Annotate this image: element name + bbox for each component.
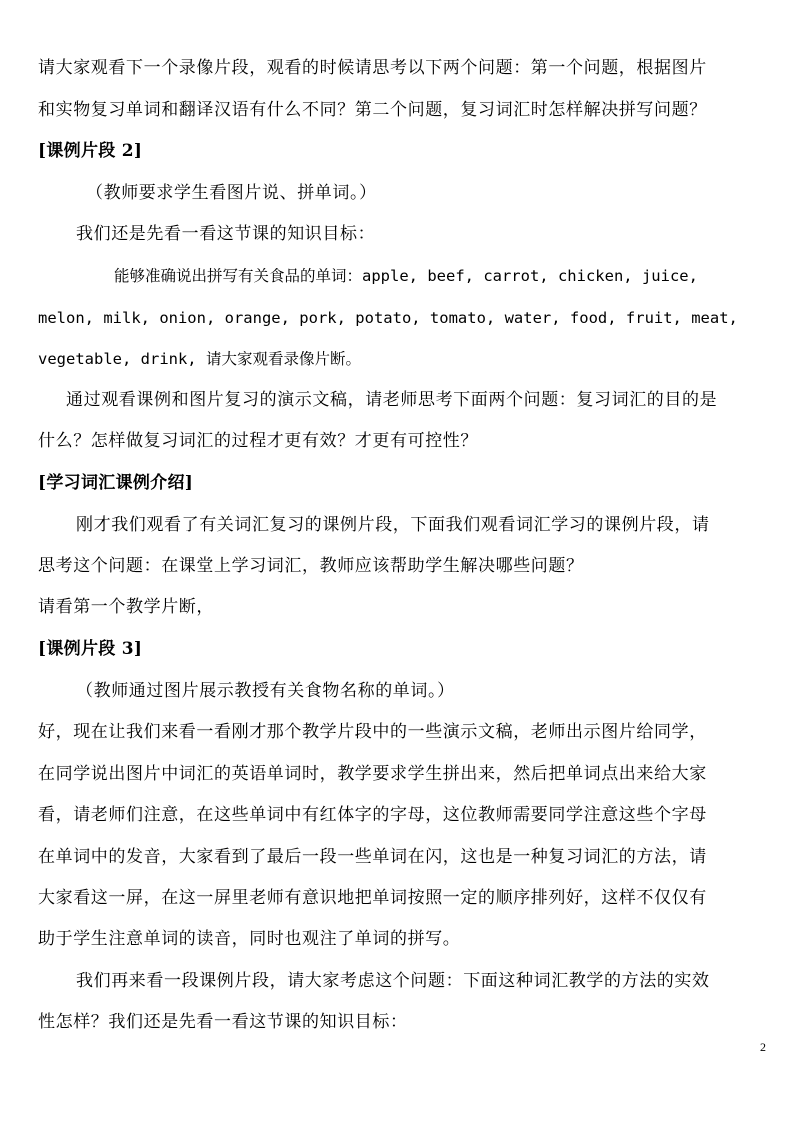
paragraph-line: 思考这个问题：在课堂上学习词汇，教师应该帮助学生解决哪些问题？ (38, 556, 584, 576)
paragraph-line: 我们再来看一段课例片段，请大家考虑这个问题：下面这种词汇教学的方法的实效 (76, 971, 710, 991)
paragraph-line: 通过观看课例和图片复习的演示文稿，请老师思考下面两个问题：复习词汇的目的是 (66, 390, 718, 410)
paragraph-line: 在同学说出图片中词汇的英语单词时，教学要求学生拼出来，然后把单词点出来给大家 (38, 764, 707, 784)
page-number: 2 (760, 1040, 766, 1054)
section-heading: [学习词汇课例介绍] (38, 473, 194, 493)
paragraph-line: 助于学生注意单词的读音，同时也观注了单词的拼写。 (38, 929, 461, 949)
paragraph-line: （教师要求学生看图片说、拼单词。） (86, 183, 377, 203)
paragraph-line: vegetable, drink, 请大家观看录像片断。 (38, 350, 361, 368)
paragraph-line: 大家看这一屏，在这一屏里老师有意识地把单词按照一定的顺序排列好，这样不仅仅有 (38, 888, 707, 908)
section-heading: [课例片段 3] (38, 639, 143, 659)
paragraph-line: 和实物复习单词和翻译汉语有什么不同？第二个问题，复习词汇时怎样解决拼写问题？ (38, 100, 707, 120)
paragraph-line: 请大家观看下一个录像片段，观看的时候请思考以下两个问题：第一个问题，根据图片 (38, 58, 707, 78)
paragraph-line: （教师通过图片展示教授有关食物名称的单词。） (76, 681, 455, 701)
paragraph-line: 刚才我们观看了有关词汇复习的课例片段，下面我们观看词汇学习的课例片段，请 (76, 515, 710, 535)
paragraph-line: 好，现在让我们来看一看刚才那个教学片段中的一些演示文稿，老师出示图片给同学， (38, 722, 707, 742)
paragraph-line: 在单词中的发音，大家看到了最后一段一些单词在闪，这也是一种复习词汇的方法，请 (38, 847, 707, 867)
paragraph-line: 能够准确说出拼写有关食品的单词：apple, beef, carrot, chicken, juice, (114, 267, 698, 285)
paragraph-line: 我们还是先看一看这节课的知识目标： (76, 224, 376, 244)
paragraph-line: 性怎样？我们还是先看一看这节课的知识目标： (38, 1012, 408, 1032)
paragraph-line: 看，请老师们注意，在这些单词中有红体字的字母，这位教师需要同学注意这些个字母 (38, 805, 707, 825)
section-heading: [课例片段 2] (38, 141, 143, 161)
paragraph-line: 请看第一个教学片断， (38, 597, 214, 617)
paragraph-line: 什么？怎样做复习词汇的过程才更有效？才更有可控性？ (38, 431, 478, 451)
paragraph-line: melon, milk, onion, orange, pork, potato, tomato, water, food, fruit, meat, (38, 309, 738, 327)
